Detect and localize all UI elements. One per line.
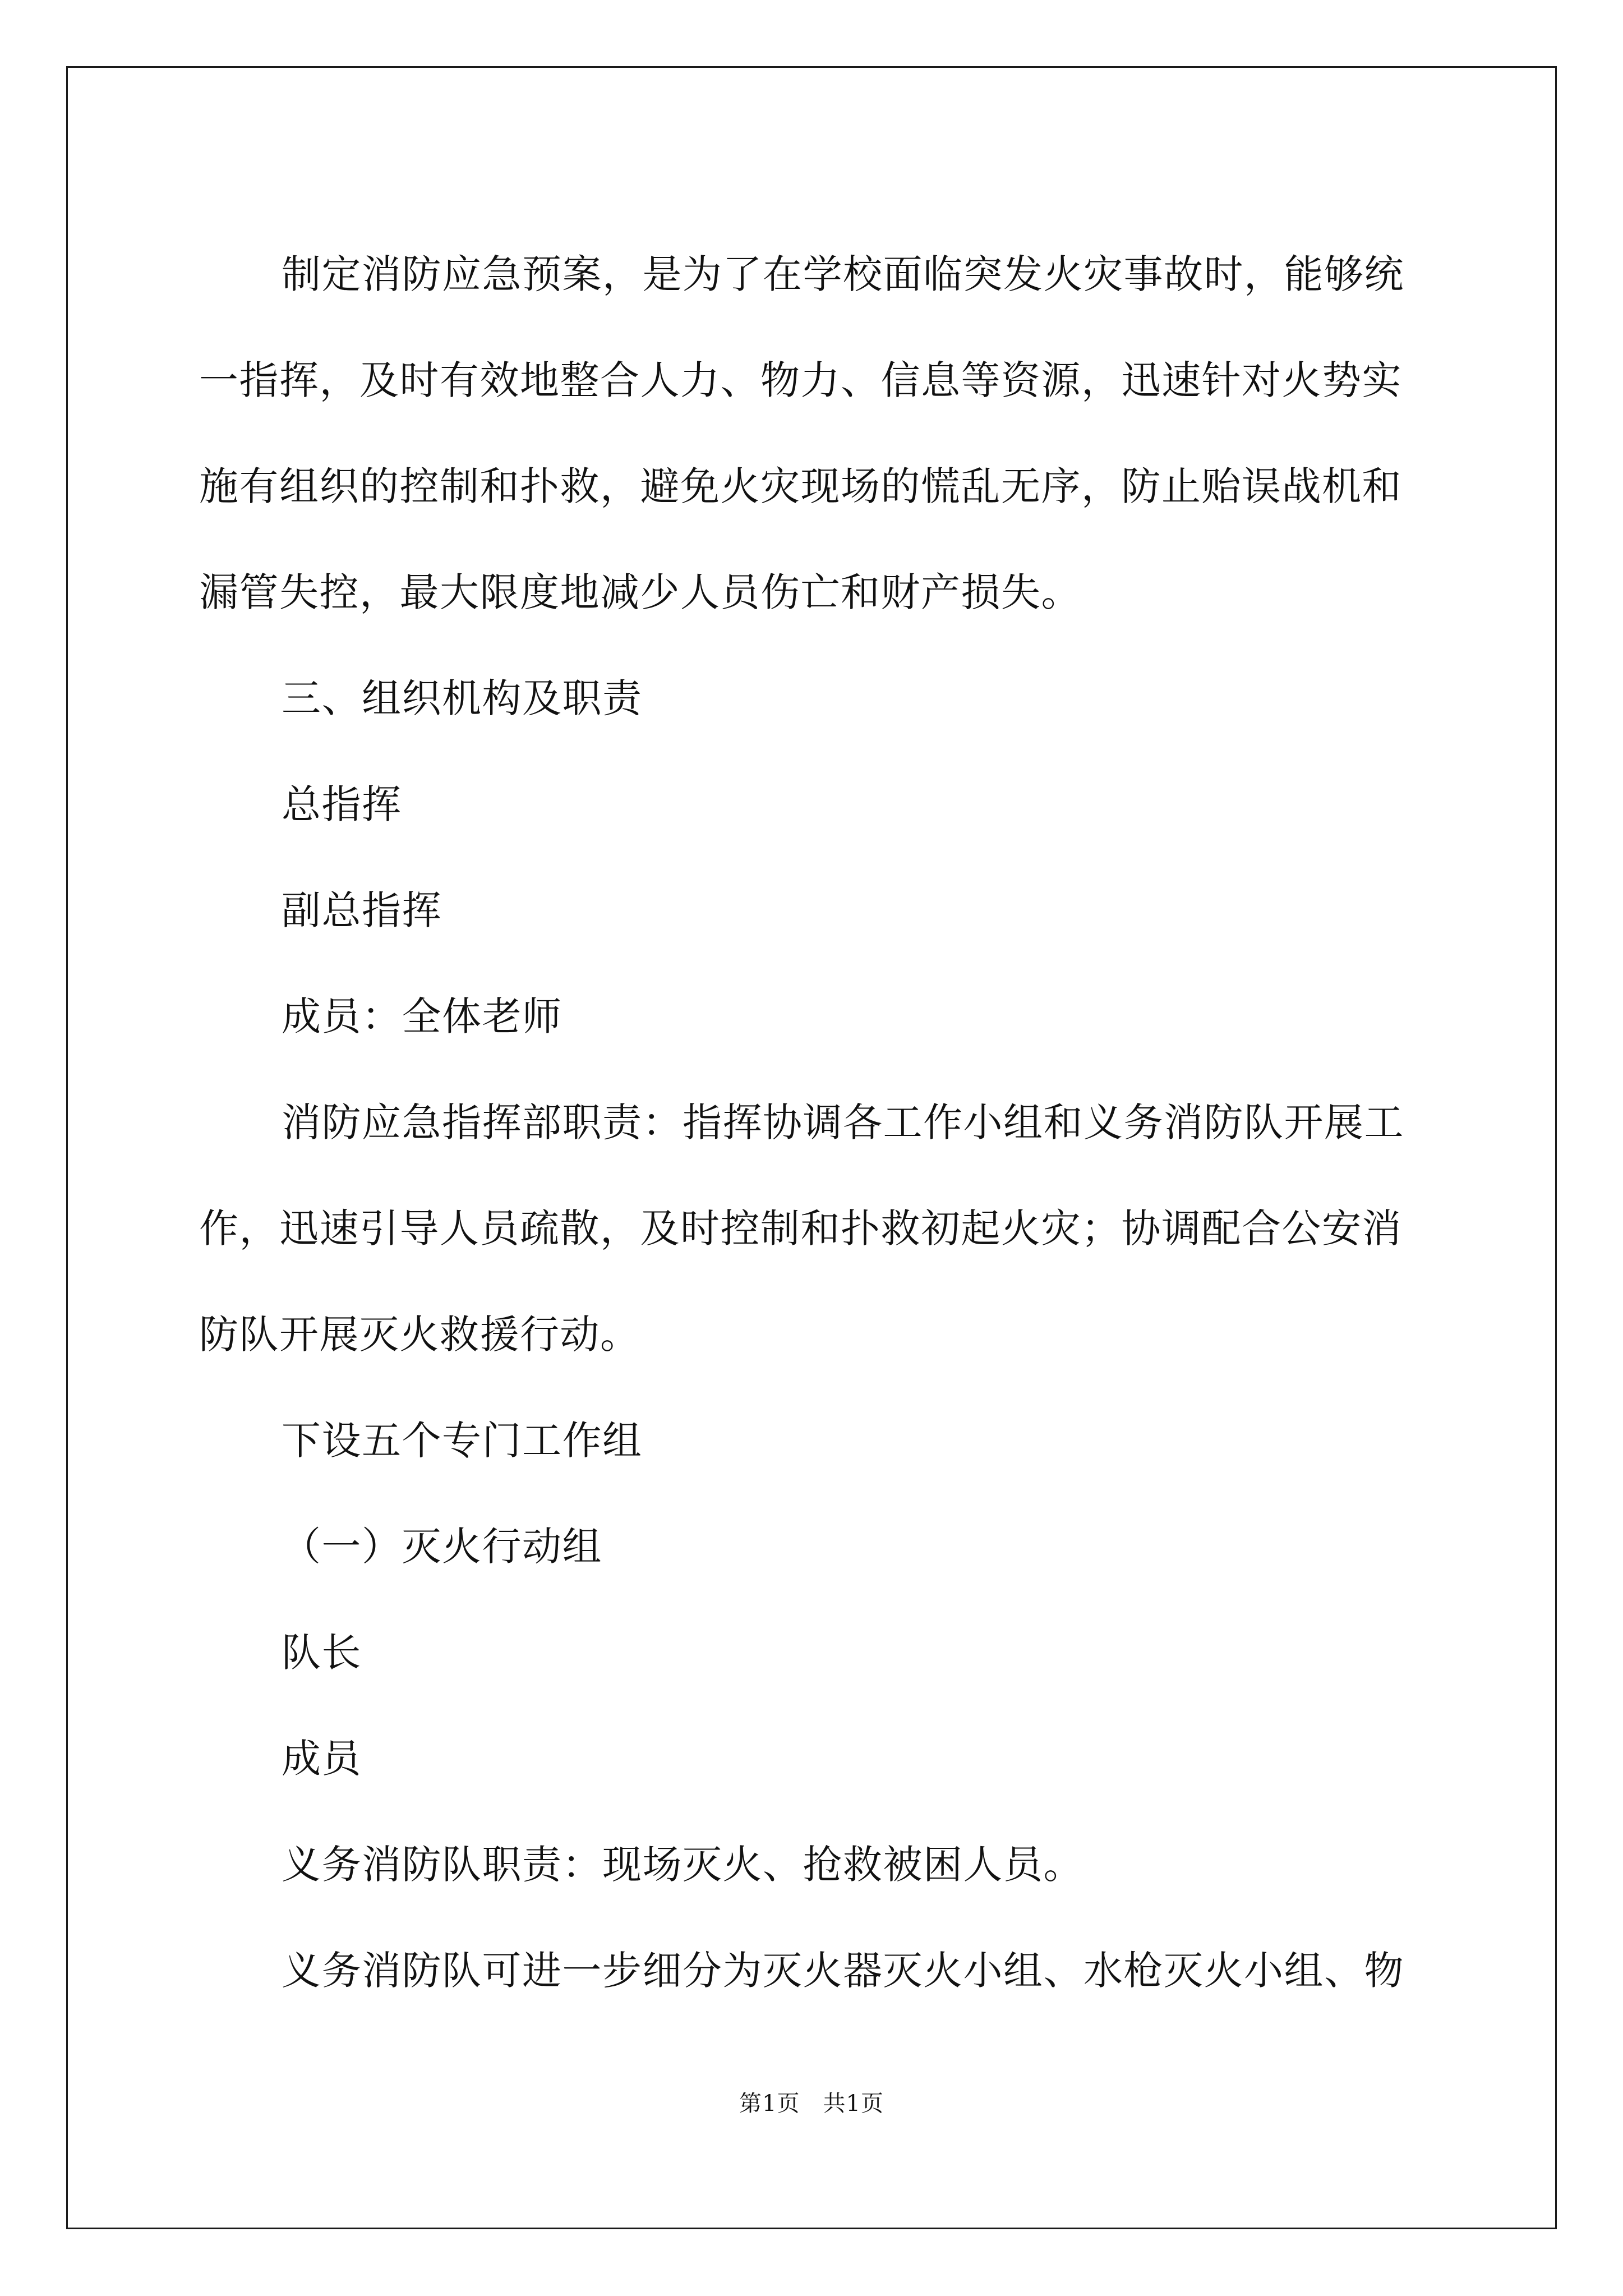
paragraph-line: 一指挥，及时有效地整合人力、物力、信息等资源，迅速针对火势实 bbox=[199, 357, 1402, 403]
role-line: 队长 bbox=[282, 1630, 362, 1676]
paragraph-line: 消防应急指挥部职责：指挥协调各工作小组和义务消防队开展工 bbox=[282, 1099, 1404, 1145]
subsection-heading: （一）灭火行动组 bbox=[282, 1524, 602, 1570]
role-line: 副总指挥 bbox=[282, 887, 442, 933]
paragraph-line: 作，迅速引导人员疏散，及时控制和扑救初起火灾；协调配合公安消 bbox=[199, 1205, 1402, 1251]
section-heading: 三、组织机构及职责 bbox=[282, 675, 643, 721]
paragraph-line: 制定消防应急预案，是为了在学校面临突发火灾事故时，能够统 bbox=[282, 251, 1404, 297]
paragraph-line: 防队开展灭火救援行动。 bbox=[199, 1312, 640, 1358]
document-body bbox=[199, 222, 1433, 2024]
paragraph-line: 漏管失控，最大限度地减少人员伤亡和财产损失。 bbox=[199, 569, 1081, 615]
role-line: 成员：全体老师 bbox=[282, 993, 562, 1039]
paragraph-line: 下设五个专门工作组 bbox=[282, 1418, 643, 1464]
paragraph-line: 施有组织的控制和扑救，避免火灾现场的慌乱无序，防止贻误战机和 bbox=[199, 463, 1402, 509]
role-line: 总指挥 bbox=[282, 781, 402, 827]
role-line: 成员 bbox=[282, 1736, 362, 1782]
paragraph-line: 义务消防队可进一步细分为灭火器灭火小组、水枪灭火小组、物 bbox=[282, 1948, 1404, 1994]
page-footer: 第1页 共1页 bbox=[739, 2091, 884, 2116]
paragraph-line: 义务消防队职责：现场灭火、抢救被困人员。 bbox=[282, 1842, 1083, 1888]
